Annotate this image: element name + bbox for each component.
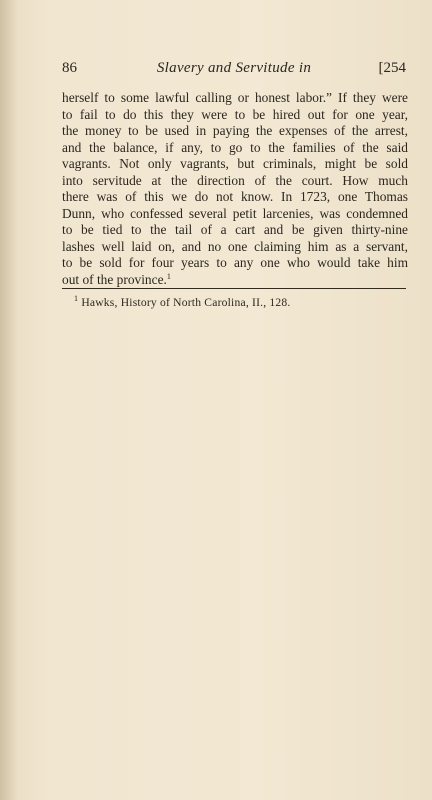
body-paragraph (62, 90, 408, 288)
text-line: to be sold for four years to any one who would take him (62, 255, 408, 270)
text-line: the money to be used in paying the expenses of the arrest, (62, 123, 408, 138)
footnote-marker: 1 (74, 294, 79, 303)
text-line-last (62, 272, 408, 289)
page-reference: [254 (378, 60, 406, 76)
text-line-content: out of the province. (62, 271, 167, 287)
text-line: Dunn, who confessed several petit larcenies, was condemned (62, 205, 408, 221)
page-number: 86 (62, 60, 77, 76)
running-title: Slavery and Servitude in (156, 60, 312, 76)
footnote-reference: 1 (166, 271, 171, 281)
footnote-text: Hawks, History of North Carolina, II., 128. (81, 296, 291, 309)
text-line: herself to some lawful calling or honest labor.” If they were (62, 90, 408, 105)
gutter-shadow (0, 0, 18, 800)
text-line: into servitude at the direction of the court. How much (62, 172, 408, 188)
text-line: to fail to do this they were to be hired out for one year, (62, 106, 408, 122)
footnote-rule (62, 288, 406, 289)
footnote (74, 296, 291, 309)
text-line: to be tied to the tail of a cart and be given thirty-nine (62, 222, 408, 237)
text-line: there was of this we do not know. In 1723, one Thomas (62, 189, 408, 204)
page-header (62, 60, 406, 80)
text-line: vagrants. Not only vagrants, but criminals, might be sold (62, 156, 408, 171)
text-line: and the balance, if any, to go to the families of the said (62, 139, 408, 155)
text-line: lashes well laid on, and no one claiming him as a servant, (62, 238, 408, 254)
